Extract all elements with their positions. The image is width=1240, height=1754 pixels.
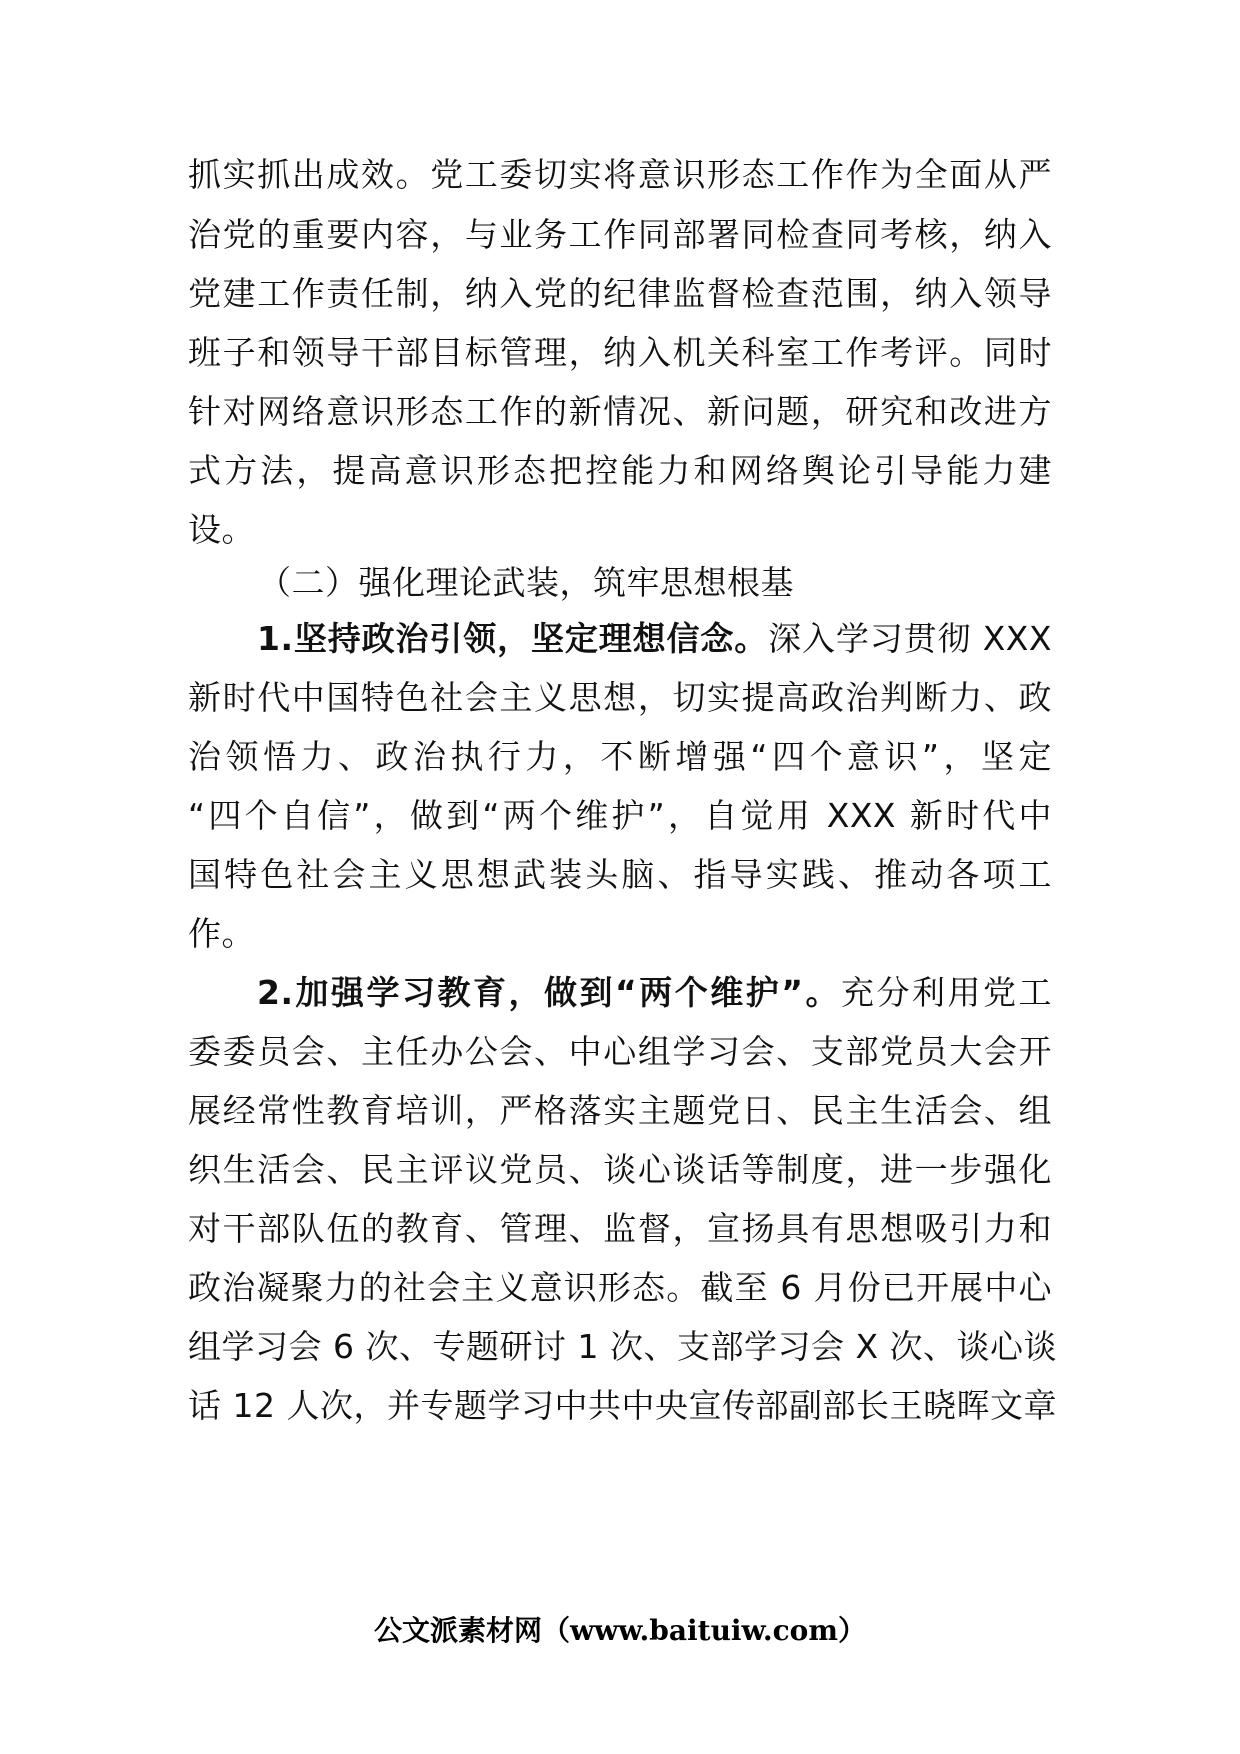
- paragraph-line: 党建工作责任制，纳入党的纪律监督检查范围，纳入领导: [188, 274, 1052, 313]
- item2-first-line: [257, 963, 1052, 1023]
- paragraph-line: 话 12 人次，并专题学习中共中央宣传部副部长王晓晖文章: [188, 1386, 1057, 1425]
- paragraph-line: 织生活会、民主评议党员、谈心谈话等制度，进一步强化: [188, 1150, 1052, 1189]
- paragraph-line: 抓实抓出成效。党工委切实将意识形态工作作为全面从严: [188, 155, 1052, 194]
- paragraph-line: 对干部队伍的教育、管理、监督，宣扬具有思想吸引力和: [188, 1209, 1052, 1248]
- paragraph-line: 政治凝聚力的社会主义意识形态。截至 6 月份已开展中心: [188, 1268, 1052, 1307]
- paragraph-line: 组学习会 6 次、专题研讨 1 次、支部学习会 X 次、谈心谈: [188, 1327, 1058, 1366]
- paragraph-line: 国特色社会主义思想武装头脑、指导实践、推动各项工: [188, 855, 1052, 894]
- item1-first-line-rest: 深入学习贯彻 XXX: [768, 619, 1053, 658]
- paragraph-line: 新时代中国特色社会主义思想，切实提高政治判断力、政: [188, 678, 1052, 717]
- paragraph-line: 作。: [188, 914, 255, 953]
- item1-title: 1.坚持政治引领，坚定理想信念。: [257, 619, 769, 658]
- paragraph-line: 治党的重要内容，与业务工作同部署同检查同考核，纳入: [188, 215, 1052, 254]
- paragraph-line: 委委员会、主任办公会、中心组学习会、支部党员大会开: [188, 1032, 1052, 1071]
- paragraph-line: 治领悟力、政治执行力，不断增强“四个意识”，坚定: [188, 737, 1052, 776]
- item2-title: 2.加强学习教育，做到“两个维护”。: [257, 973, 841, 1012]
- paragraph-line: 设。: [188, 510, 255, 549]
- item2-first-line-rest: 充分利用党工: [840, 973, 1053, 1012]
- footer-source: 公文派素材网（www.baituiw.com）: [374, 1614, 866, 1647]
- paragraph-line: 针对网络意识形态工作的新情况、新问题，研究和改进方: [188, 392, 1052, 431]
- section-heading: （二）强化理论武装，筑牢思想根基: [258, 563, 794, 602]
- paragraph-line: 式方法，提高意识形态把控能力和网络舆论引导能力建: [188, 451, 1052, 490]
- paragraph-line: “四个自信”，做到“两个维护”，自觉用 XXX 新时代中: [188, 796, 1052, 835]
- item1-first-line: [257, 609, 1052, 669]
- paragraph-line: 展经常性教育培训，严格落实主题党日、民主生活会、组: [188, 1091, 1052, 1130]
- paragraph-line: 班子和领导干部目标管理，纳入机关科室工作考评。同时: [188, 333, 1052, 372]
